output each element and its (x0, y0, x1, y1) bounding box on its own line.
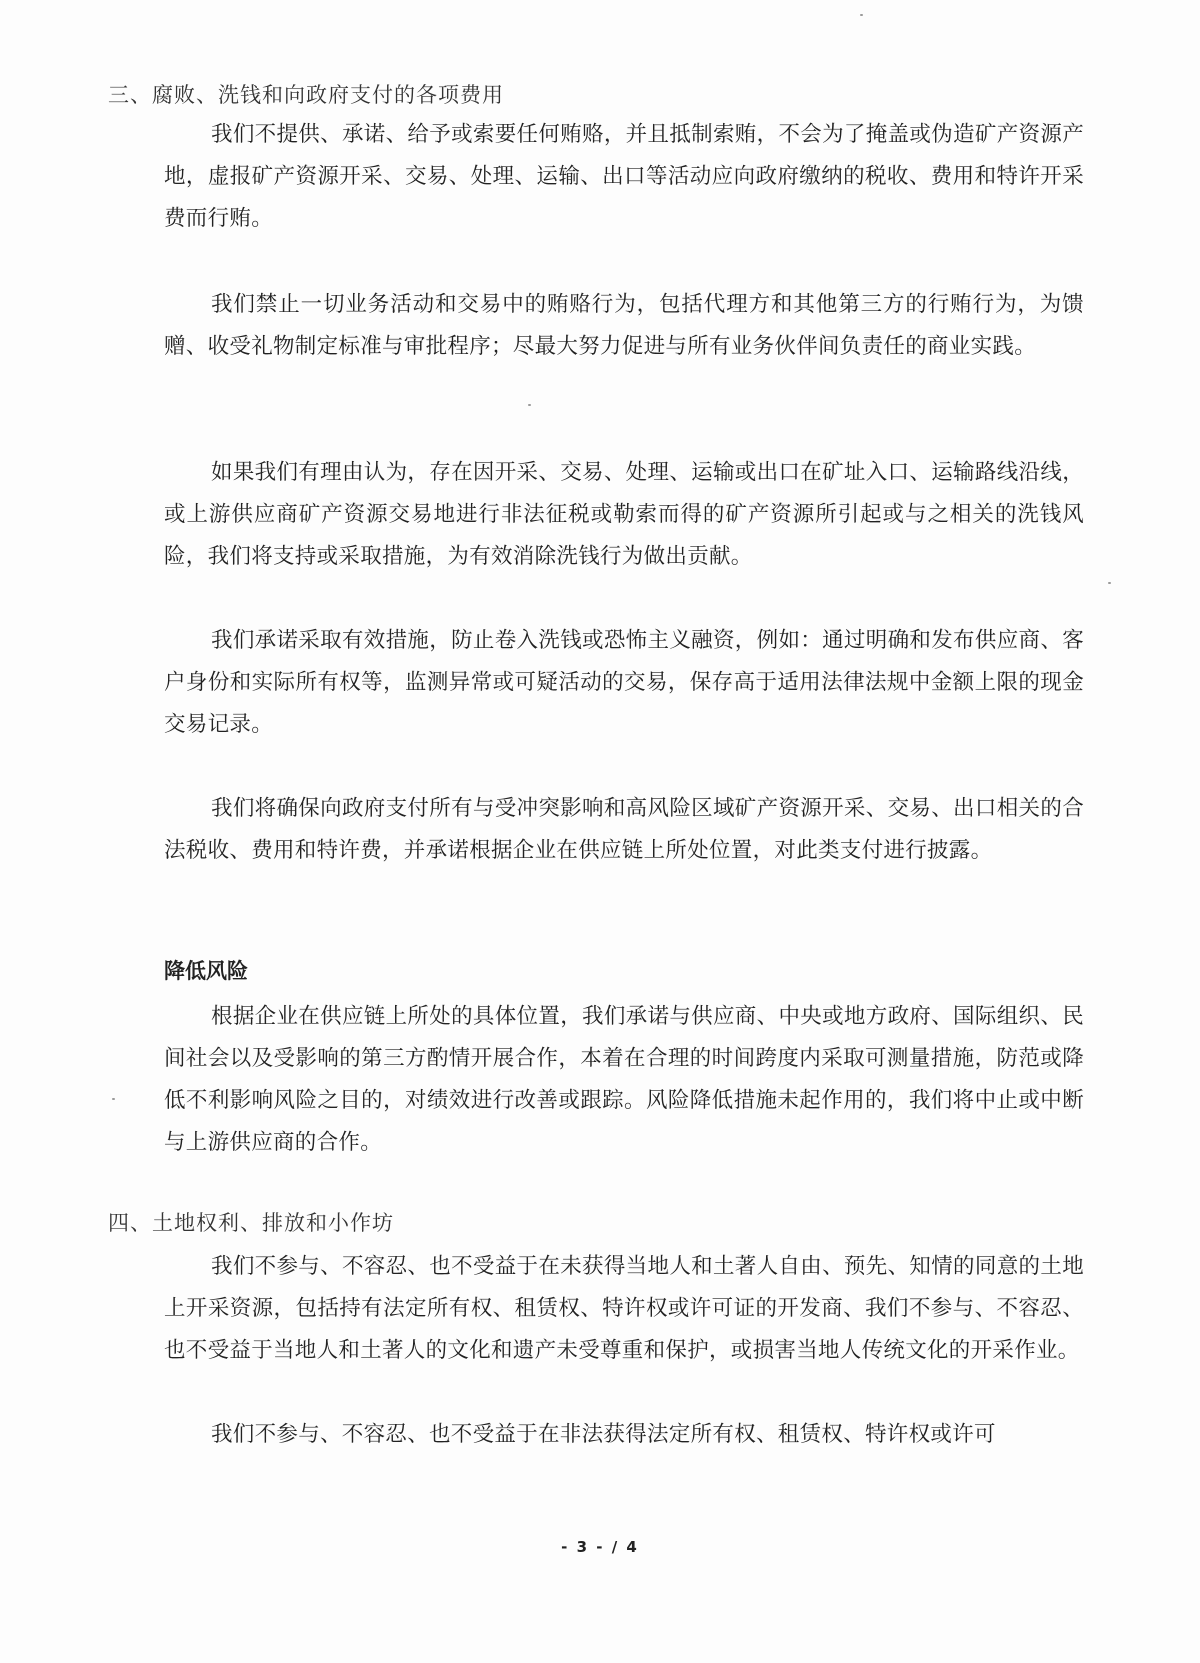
section-3-paragraph-2: 我们禁止一切业务活动和交易中的贿赂行为，包括代理方和其他第三方的行贿行为，为馈赠、收受礼物制定标准与审批程序；尽最大努力促进与所有业务伙伴间负责任的商业实践。 (164, 292, 1084, 359)
risk-mitigation-paragraph: 根据企业在供应链上所处的具体位置，我们承诺与供应商、中央或地方政府、国际组织、民间社会以及受影响的第三方酌情开展合作，本着在合理的时间跨度内采取可测量措施，防范或降低不利影响风险之目的，对绩效进行改善或跟踪。风险降低措施未起作用的，我们将中止或中断与上游供应商的合作。 (164, 1004, 1084, 1155)
section-4-paragraph-1: 我们不参与、不容忍、也不受益于在未获得当地人和土著人自由、预先、知情的同意的土地上开采资源，包括持有法定所有权、租赁权、特许权或许可证的开发商、我们不参与、不容忍、也不受益于当地人和土著人的文化和遗产未受尊重和保护，或损害当地人传统文化的开采作业。 (164, 1254, 1084, 1363)
section-3-heading: 三、腐败、洗钱和向政府支付的各项费用 (108, 83, 504, 107)
scan-speck (1108, 582, 1111, 584)
section-3-paragraph-3: 如果我们有理由认为，存在因开采、交易、处理、运输或出口在矿址入口、运输路线沿线，或上游供应商矿产资源交易地进行非法征税或勒索而得的矿产资源所引起或与之相关的洗钱风险，我们将支持或采取措施，为有效消除洗钱行为做出贡献。 (164, 460, 1084, 569)
section-3-paragraph-1: 我们不提供、承诺、给予或索要任何贿赂，并且抵制索贿，不会为了掩盖或伪造矿产资源产地，虚报矿产资源开采、交易、处理、运输、出口等活动应向政府缴纳的税收、费用和特许开采费而行贿。 (164, 122, 1084, 231)
page-number: - 3 - / 4 (561, 1538, 639, 1556)
scan-speck (528, 404, 531, 406)
risk-mitigation-heading: 降低风险 (164, 958, 248, 983)
scan-speck (860, 14, 863, 16)
scan-speck (112, 1098, 115, 1100)
section-4-heading: 四、土地权利、排放和小作坊 (108, 1211, 394, 1235)
section-3-paragraph-5: 我们将确保向政府支付所有与受冲突影响和高风险区域矿产资源开采、交易、出口相关的合法税收、费用和特许费，并承诺根据企业在供应链上所处位置，对此类支付进行披露。 (164, 796, 1084, 863)
section-3-paragraph-4: 我们承诺采取有效措施，防止卷入洗钱或恐怖主义融资，例如：通过明确和发布供应商、客户身份和实际所有权等，监测异常或可疑活动的交易，保存高于适用法律法规中金额上限的现金交易记录。 (164, 628, 1084, 737)
section-4-paragraph-2: 我们不参与、不容忍、也不受益于在非法获得法定所有权、租赁权、特许权或许可 (211, 1422, 996, 1447)
